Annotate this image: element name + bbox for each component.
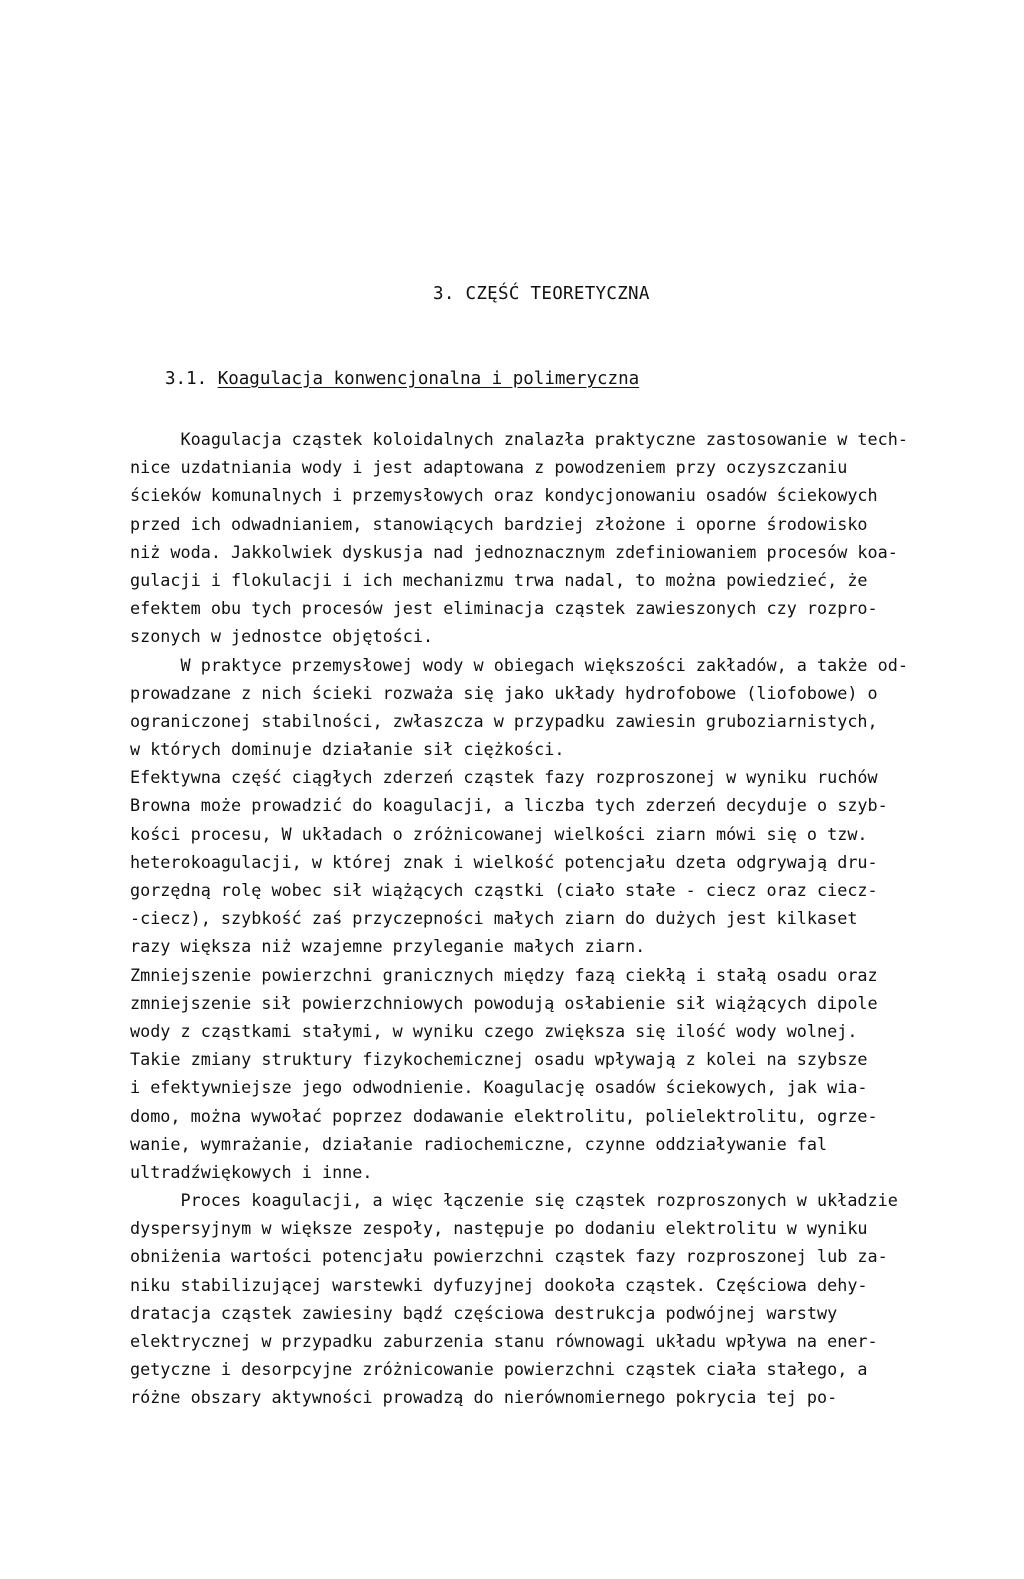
text-line: domo, można wywołać poprzez dodawanie elektrolitu, polielektrolitu, ogrze- [130, 1105, 878, 1126]
text-line: nice uzdatniania wody i jest adaptowana z powodzeniem przy oczyszczaniu [130, 457, 848, 478]
text-line: niż woda. Jakkolwiek dyskusja nad jednoznacznym zdefiniowaniem procesów koa- [130, 541, 898, 562]
text-line: przed ich odwadnianiem, stanowiących bardziej złożone i oporne środowisko [130, 513, 868, 534]
text-line: wody z cząstkami stałymi, w wyniku czego zwiększa się ilość wody wolnej. [130, 1020, 858, 1041]
text-line: ultradźwiękowych i inne. [130, 1161, 373, 1182]
text-line: gorzędną rolę wobec sił wiążących cząstki (ciało stałe - ciecz oraz ciecz- [130, 880, 878, 900]
text-line: elektrycznej w przypadku zaburzenia stanu równowagi układu wpływa na ener- [130, 1331, 878, 1351]
text-line: dratacja cząstek zawiesiny bądź częściowa destrukcja podwójnej warstwy [130, 1302, 838, 1323]
text-line: Koagulacja cząstek koloidalnych znalazła praktyczne zastosowanie w tech- [130, 429, 908, 449]
text-line: kości procesu, W układach o zróżnicowanej wielkości ziarn mówi się o tzw. [130, 823, 868, 844]
text-line: heterokoagulacji, w której znak i wielkość potencjału dzeta odgrywają dru- [130, 851, 878, 872]
text-line: gulacji i flokulacji i ich mechanizmu trwa nadal, to można powiedzieć, że [130, 569, 868, 590]
text-line: w których dominuje działanie sił ciężkości. [130, 739, 565, 760]
text-line: różne obszary aktywności prowadzą do nierównomiernego pokrycia tej po- [130, 1387, 838, 1408]
section-title: Koagulacja konwencjonalna i polimeryczna [217, 369, 640, 389]
body-text [130, 425, 960, 1412]
text-line: W praktyce przemysłowej wody w obiegach większości zakładów, a także od- [130, 654, 908, 675]
text-line: obniżenia wartości potencjału powierzchni cząstek fazy rozproszonej lub za- [130, 1246, 888, 1267]
text-line: Proces koagulacji, a więc łączenie się cząstek rozproszonych w układzie [130, 1190, 898, 1211]
text-line: wanie, wymrażanie, działanie radiochemiczne, czynne oddziaływanie fal [130, 1133, 828, 1154]
text-line: ścieków komunalnych i przemysłowych oraz kondycjonowaniu osadów ściekowych [130, 485, 878, 506]
text-line: szonych w jednostce objętości. [130, 626, 434, 647]
text-line: dyspersyjnym w większe zespoły, następuje po dodaniu elektrolitu w wyniku [130, 1218, 868, 1239]
text-line: getyczne i desorpcyjne zróżnicowanie powierzchni cząstek ciała stałego, a [130, 1359, 868, 1380]
text-line: efektem obu tych procesów jest eliminacja cząstek zawieszonych czy rozpro- [130, 598, 878, 619]
section-number: 3.1. [165, 369, 208, 389]
chapter-title: 3. CZĘŚĆ TEORETYCZNA [433, 284, 650, 304]
text-line: prowadzane z nich ścieki rozważa się jako układy hydrofobowe (liofobowe) o [130, 682, 878, 703]
text-line: ograniczonej stabilności, zwłaszcza w przypadku zawiesin gruboziarnistych, [130, 710, 878, 731]
text-line: niku stabilizującej warstewki dyfuzyjnej dookoła cząstek. Częściowa dehy- [130, 1274, 868, 1295]
text-line: Takie zmiany struktury fizykochemicznej osadu wpływają z kolei na szybsze [130, 1049, 868, 1070]
text-line: -ciecz), szybkość zaś przyczepności małych ziarn do dużych jest kilkaset [130, 908, 858, 929]
text-line: Efektywna część ciągłych zderzeń cząstek fazy rozproszonej w wyniku ruchów [130, 767, 878, 788]
text-line: i efektywniejsze jego odwodnienie. Koagulację osadów ściekowych, jak wia- [130, 1077, 868, 1098]
text-line: Browna może prowadzić do koagulacji, a liczba tych zderzeń decyduje o szyb- [130, 795, 888, 816]
text-line: razy większa niż wzajemne przyleganie małych ziarn. [130, 936, 646, 957]
text-line: Zmniejszenie powierzchni granicznych między fazą ciekłą i stałą osadu oraz [130, 964, 878, 985]
text-line: zmniejszenie sił powierzchniowych powodują osłabienie sił wiążących dipole [130, 992, 878, 1013]
section-heading [165, 369, 639, 389]
